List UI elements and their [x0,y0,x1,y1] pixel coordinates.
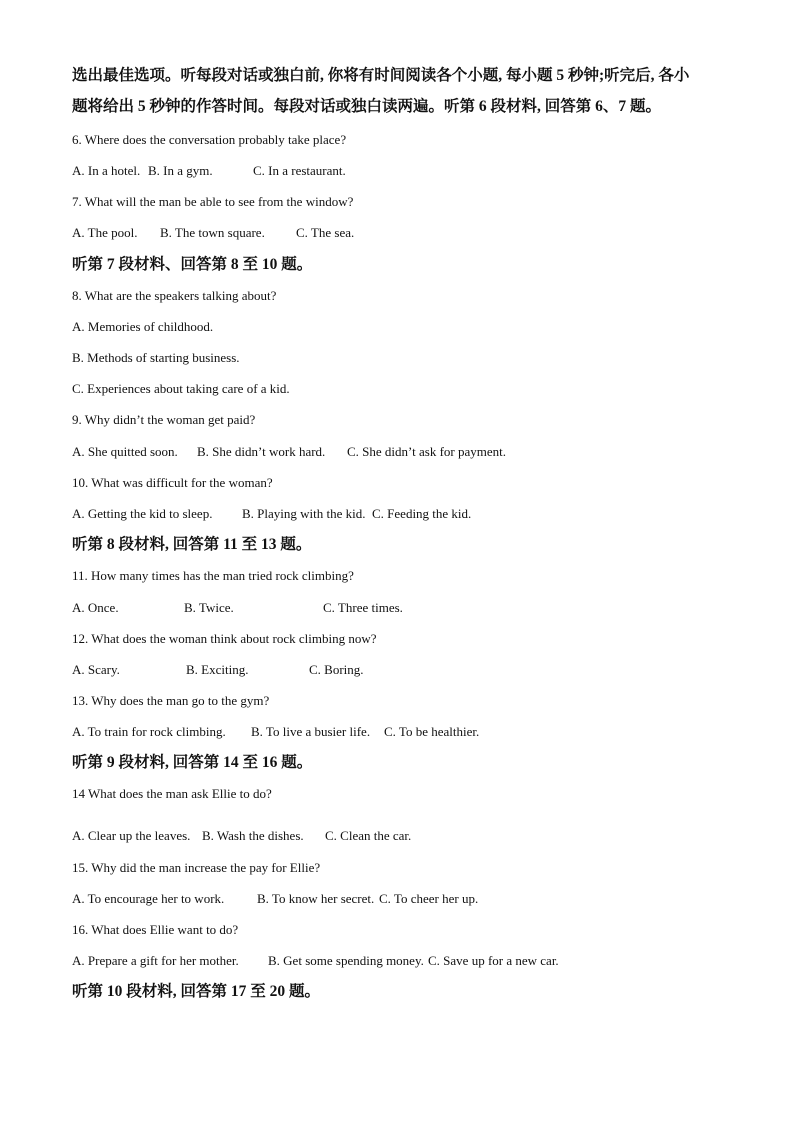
section-10-heading: 听第 10 段材料, 回答第 17 至 20 题。 [72,983,321,1000]
option-b: B. In a gym. [148,163,213,178]
option-a: A. In a hotel. [72,163,141,178]
question-13-stem: 13. Why does the man go to the gym? [72,693,270,708]
option-a: A. Scary. [72,662,120,677]
option-c: C. The sea. [296,225,355,240]
option-b: B. Twice. [184,600,234,615]
option-a: A. Prepare a gift for her mother. [72,953,239,968]
question-16-stem: 16. What does Ellie want to do? [72,922,239,937]
question-15-options [72,891,478,907]
question-8-option-b: B. Methods of starting business. [72,350,240,365]
option-c: C. She didn’t ask for payment. [347,444,506,459]
question-13-options [72,724,479,740]
option-a: A. The pool. [72,225,138,240]
question-6-stem: 6. Where does the conversation probably take place? [72,132,347,147]
question-14-stem: 14 What does the man ask Ellie to do? [72,786,272,801]
option-b: B. Wash the dishes. [202,828,304,843]
question-7-stem: 7. What will the man be able to see from the window? [72,194,354,209]
question-11-options [72,600,403,616]
instructions-line-2: 题将给出 5 秒钟的作答时间。每段对话或独白读两遍。听第 6 段材料, 回答第 6、7 题。 [72,98,662,115]
question-14-options [72,828,411,844]
option-b: B. To live a busier life. [251,724,371,739]
option-b: B. The town square. [160,225,265,240]
option-c: C. Feeding the kid. [372,506,472,521]
option-c: C. To cheer her up. [379,891,479,906]
question-12-options [72,662,364,678]
option-a: A. To encourage her to work. [72,891,225,906]
question-7-options [72,225,354,241]
question-10-options [72,506,471,522]
option-b: B. Get some spending money. [268,953,424,968]
question-8-stem: 8. What are the speakers talking about? [72,288,277,303]
option-b: B. She didn’t work hard. [197,444,326,459]
question-8-option-a: A. Memories of childhood. [72,319,214,334]
question-10-stem: 10. What was difficult for the woman? [72,475,273,490]
section-9-heading: 听第 9 段材料, 回答第 14 至 16 题。 [72,754,313,771]
instructions-line-1: 选出最佳选项。听每段对话或独白前, 你将有时间阅读各个小题, 每小题 5 秒钟;听完后, 各小 [72,67,690,84]
question-6-options [72,163,346,179]
option-a: A. She quitted soon. [72,444,178,459]
option-c: C. Three times. [323,600,403,615]
option-c: C. To be healthier. [384,724,480,739]
option-c: C. In a restaurant. [253,163,346,178]
question-15-stem: 15. Why did the man increase the pay for Ellie? [72,860,321,875]
question-9-options [72,444,506,460]
option-b: B. Exciting. [186,662,249,677]
option-a: A. Getting the kid to sleep. [72,506,213,521]
question-11-stem: 11. How many times has the man tried rock climbing? [72,568,354,583]
question-16-options [72,953,559,969]
option-c: C. Save up for a new car. [428,953,559,968]
option-a: A. Clear up the leaves. [72,828,191,843]
section-8-heading: 听第 8 段材料, 回答第 11 至 13 题。 [72,536,312,553]
option-a: A. Once. [72,600,119,615]
section-7-heading: 听第 7 段材料、回答第 8 至 10 题。 [72,256,313,273]
question-9-stem: 9. Why didn’t the woman get paid? [72,412,256,427]
question-12-stem: 12. What does the woman think about rock climbing now? [72,631,377,646]
option-b: B. Playing with the kid. [242,506,366,521]
question-8-option-c: C. Experiences about taking care of a kid. [72,381,290,396]
option-a: A. To train for rock climbing. [72,724,226,739]
option-c: C. Clean the car. [325,828,412,843]
option-b: B. To know her secret. [257,891,375,906]
option-c: C. Boring. [309,662,364,677]
